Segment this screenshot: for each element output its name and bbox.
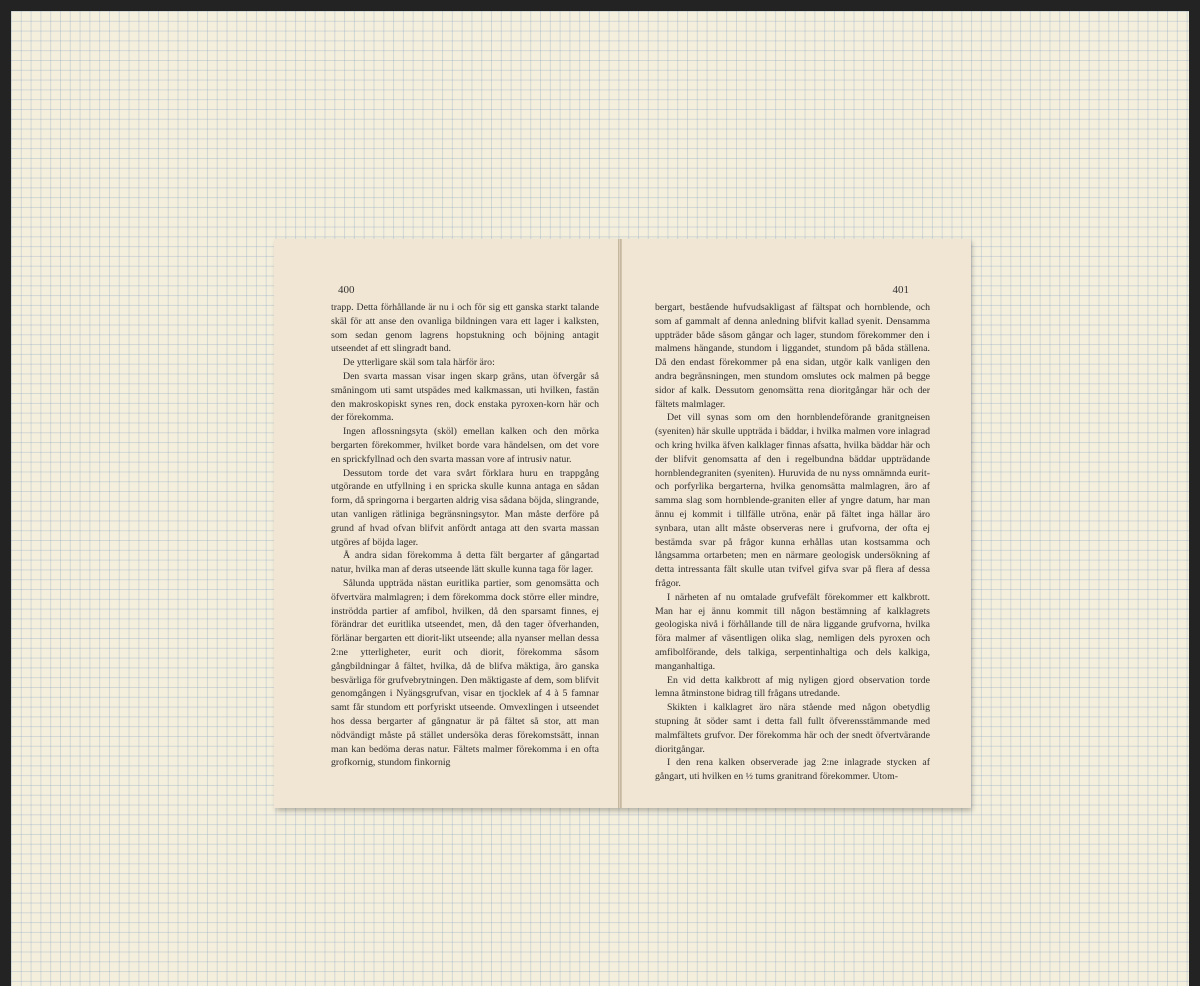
paragraph: En vid detta kalkbrott af mig nyligen gjord observation torde lemna åtminstone bidrag till frågans utredande. (655, 674, 930, 700)
graph-paper-mount (11, 11, 1189, 986)
paragraph: I den rena kalken observerade jag 2:ne inlagrade stycken af gångart, uti hvilken en ½ tums granitrand förekommer. Utom- (655, 757, 930, 783)
page-number: 401 (892, 284, 909, 296)
paragraph: Den svarta massan visar ingen skarp gräns, utan öfvergår så småningom uti samt utspädes med kalkmassan, uti hvilken, fastän den makroskopiskt synes ren, dock enstaka pyroxen-korn här och der förekomma. (331, 370, 599, 424)
paragraph: bergart, bestående hufvudsakligast af fältspat och hornblende, och som af gammalt af denna anledning blifvit kallad syenit. Densamma uppträder både såsom gångar och lager, stundom förekommer den i malmens hängande, stundom i liggandet, stundom på båda ställena. Då den endast förekommer på ena sidan, utgör kalk vanligen den andra begränsningen, men stundom omslutes ock malmen på begge sidor af kalk. Dessutom genomsätta rena dioritgångar här och der fältets malmlager. (655, 302, 930, 410)
paragraph: I närheten af nu omtalade grufvefält förekommer ett kalkbrott. Man har ej ännu kommit till någon bestämning af kalklagrets geologiska nivå i förhållande till de nära liggande grufvorna, hvilka föra malmer af väsentligen olika slag, nemligen dels pyroxen och amfibolförande, dels talkiga, serpentinhaltiga och dels kalkiga, manganhaltiga. (655, 591, 930, 672)
right-page (621, 239, 971, 808)
paragraph: trapp. Detta förhållande är nu i och för sig ett ganska starkt talande skäl för att anse den ovanliga bildningen vara ett lager i kalksten, som sedan genom lagrens hopstukning och böjning antagit utseendet af ett slingradt band. (331, 302, 599, 355)
paragraph: Det vill synas som om den hornblendeförande granitgneisen (syeniten) här skulle uppträda i bäddar, i hvilka malmen vore inlagrad och kring hvilka äfven kalklager finnas afsatta, hvilka bäddar här och der blifvit genomsatta af den i regelbundna bäddar uppträdande hornblendegraniten (syeniten). Huruvida de nu nyss omnämnda eurit- och porfyrlika bergarterna, hvilka genomsätta malmlagren, äro af samma slag som hornblende-graniten eller af yngre datum, har man ännu ej kommit i tillfälle utröna, enär på fältet inga hällar äro synbara, utan allt måste observeras nere i grufvorna, der ofta ej bestämda svar på frågor kunna erhållas utan kostsamma och långsamma ortarbeten; men en närmare geologisk undersökning af detta intressanta fält skulle utan tvifvel gifva svar på flera af dessa frågor. (655, 412, 930, 589)
page-number: 400 (338, 284, 355, 296)
paragraph: Sålunda uppträda nästan euritlika partier, som genomsätta och öfvertvära malmlagren; i dem förekomma dock större eller mindre, inströdda partier af amfibol, hvilken, då den sparsamt finnes, ej förändrar det euritlika utseendet, men, då den tager öfverhanden, förlänar bergarten ett diorit-likt utseende; alla nyanser mellan dessa 2:ne ytterligheter, eurit och diorit, förekomma såsom gångbildningar å fältet, hvilka, då de blifva mäktiga, äro ganska besvärliga för grufvebrytningen. Den mäktigaste af dem, som blifvit genomgången i Nyängsgrufvan, visar en tjocklek af 4 à 5 famnar samt får stundom ett porfyriskt utseende. Omvexlingen i utseendet hos dessa bergarter af gångnatur är på fältet så stor, att man nödvändigt måste på stället undersöka deras förekomstsätt, innan man kan bedöma deras natur. Fältets malmer förekomma i en ofta grofkornig, stundom finkornig (331, 577, 599, 769)
paragraph: De ytterligare skäl som tala härför äro: (343, 357, 495, 369)
paragraph: Ingen aflossningsyta (sköl) emellan kalken och den mörka bergarten förekommer, hvilket borde vara händelsen, om det vore en sprickfyllnad och den svarta massan vore af intrusiv natur. (331, 426, 599, 465)
left-page-text (331, 301, 599, 770)
paragraph: Dessutom torde det vara svårt förklara huru en trappgång utgörande en utfyllning i en spricka skulle kunna antaga en sådan form, då springorna i bergarten aldrig visa sådana böjda, slingrande, utan vanligen rätliniga begränsningsytor. Man måste derföre på grund af hvad ofvan blifvit anfördt antaga att den svarta massan utgöres af böjda lager. (331, 467, 599, 548)
right-page-text (655, 301, 930, 784)
open-booklet (274, 239, 970, 808)
left-page (274, 239, 619, 808)
paragraph: Å andra sidan förekomma å detta fält bergarter af gångartad natur, hvilka man af deras utseende lätt skulle kunna taga för lager. (331, 550, 599, 576)
paragraph: Skikten i kalklagret äro nära stående med någon obetydlig stupning åt söder samt i detta fall fullt öfverensstämmande med malmfältets grufvor. Der förekomma här och der snedt öfvertvärande dioritgångar. (655, 702, 930, 755)
pencil-mark (95, 73, 105, 100)
